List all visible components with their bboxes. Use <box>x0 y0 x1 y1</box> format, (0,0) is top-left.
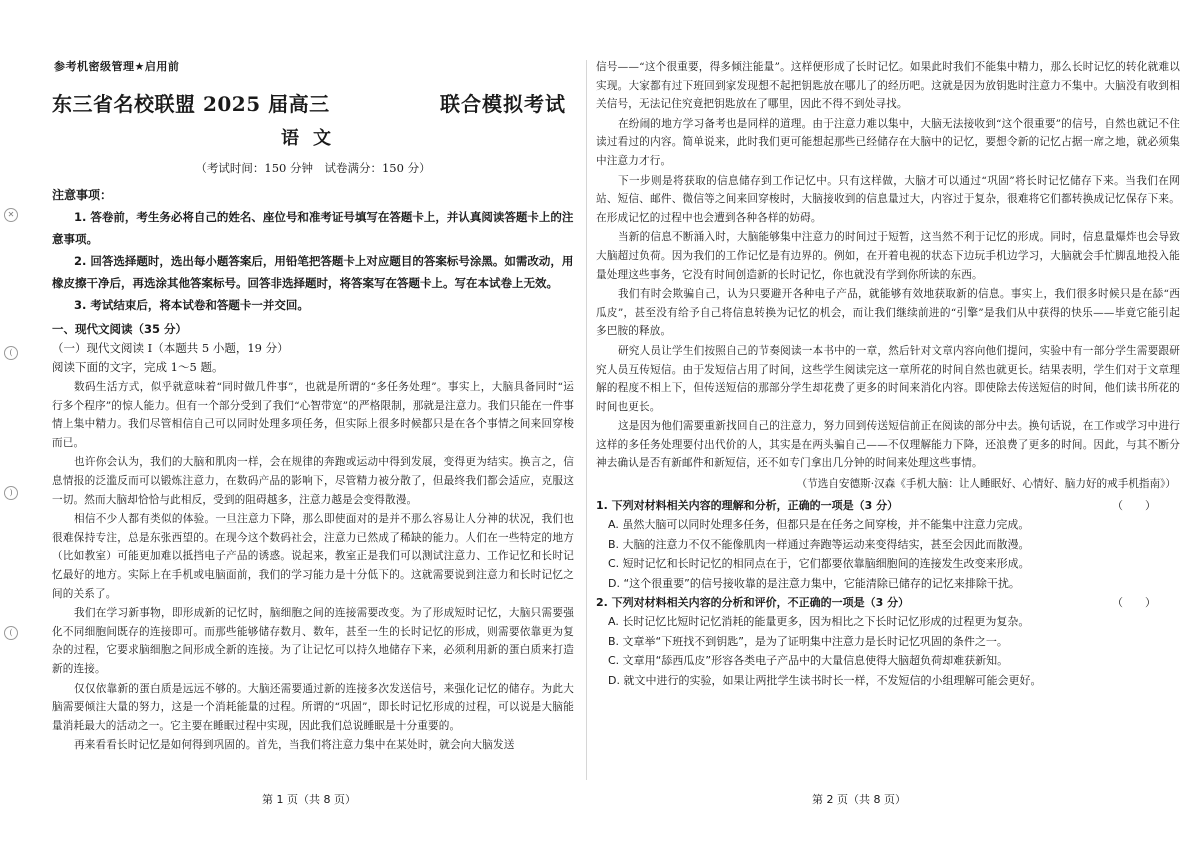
page-number-right: 第 2 页（共 8 页） <box>812 793 906 806</box>
question-option: B. 文章举“下班找不到钥匙”，是为了证明集中注意力是长时记忆巩固的条件之一。 <box>608 634 1008 648</box>
passage-paragraph: 下一步则是将获取的信息储存到工作记忆中。只有这样做，大脑才可以通过“巩固”将长时记忆储存下来。当我们在网站、短信、邮件、微信等之间来回穿梭时，大脑接收到的信息量过大，内容过于复杂，很难将它们都转换成记忆保存下来。在形成记忆的过程中也会遭到各种各样的妨碍。 <box>596 174 1180 224</box>
question-2 <box>596 593 1180 612</box>
question-option: A. 长时记忆比短时记忆消耗的能量更多，因为相比之下长时记忆形成的过程更为复杂。 <box>608 615 1030 629</box>
left-page <box>0 0 588 847</box>
passage-paragraph: 仅仅依靠新的蛋白质是远远不够的。大脑还需要通过新的连接多次发送信号，来强化记忆的储存。为此大脑需要倾注大量的努力，这是一个消耗能量的过程。所谓的“巩固”，即长时记忆形成的过程，可以说是大脑能量消耗最大的活动之一。它主要在睡眠过程中实现，因此我们总说睡眠是十分重要的。 <box>52 682 574 732</box>
right-page <box>588 0 1200 847</box>
question-option: B. 大脑的注意力不仅不能像肌肉一样通过奔跑等运动来变得结实，甚至会因此而散漫。 <box>608 537 1030 551</box>
exam-title-right: 联合模拟考试 <box>440 92 566 116</box>
notice-item: 1. 答卷前，考生务必将自己的姓名、座位号和准考证号填写在答题卡上，并认真阅读答题卡上的注意事项。 <box>52 210 574 246</box>
notice-item: 2. 回答选择题时，选出每小题答案后，用铅笔把答题卡上对应题目的答案标号涂黑。如需改动，用橡皮擦干净后，再选涂其他答案标号。回答非选择题时，将答案写在答题卡上。写在本试卷上无效。 <box>52 254 574 290</box>
passage-paragraph: 相信不少人都有类似的体验。一旦注意力下降，那么即使面对的是并不那么容易让人分神的状况，我们也很难保持专注，总是东张西望的。在现今这个数码社会，注意力已然成了稀缺的能力。人们在一些特定的地方（比如教室）可能更加难以抵挡电子产品的诱惑。说起来，教室正是我们可以测试注意力、工作记忆和长时记忆最好的地方。实际上在手机或电脑面前，我们的学习能力是十分低下的。这就需要说到注意力和长时记忆之间的关系了。 <box>52 513 574 600</box>
passage-paragraph: 再来看看长时记忆是如何得到巩固的。首先，当我们将注意力集中在某处时，就会向大脑发送 <box>74 739 515 752</box>
passage-paragraph: 数码生活方式，似乎就意味着“同时做几件事”，也就是所谓的“多任务处理”。事实上，大脑具备同时“运行多个程序”的惊人能力。但有一个部分受到了我们“心智带宽”的严格限制，那就是注意力。我们只能在一件事情上集中精力。我们尽管相信自己可以同时处理多项任务，但实际上很多时候都只是在各个事情之间来回穿梭而已。 <box>52 381 574 449</box>
binding-hole-mark: ✕ <box>4 208 18 222</box>
question-option: C. 文章用“舔西瓜皮”形容各类电子产品中的大量信息使得大脑超负荷却难获新知。 <box>608 654 1009 668</box>
reading-instruction: 阅读下面的文字，完成 1～5 题。 <box>52 360 224 374</box>
secret-level-label: 参考机密级管理★启用前 <box>54 60 180 73</box>
passage-paragraph: 当新的信息不断涌入时，大脑能够集中注意力的时间过于短暂，这当然不利于记忆的形成。同时，信息量爆炸也会导致大脑超过负荷。因为我们的工作记忆是有边界的。例如，在开着电视的状态下边玩手机边学习，大脑就会手忙脚乱地投入能量处理这些事务，它没有时间创造新的长时记忆，你也就没有学到你所读的东西。 <box>596 231 1180 281</box>
passage-paragraph: 研究人员让学生们按照自己的节奏阅读一本书中的一章，然后针对文章内容向他们提问，实验中有一部分学生需要跟研究人员互传短信。由于发短信占用了时间，这些学生阅读完这一章所花的时间自然也就更长。结果表明，学生们对于文章理解的程度不相上下，但传送短信的那部分学生却花费了更多的时间来消化内容。即使除去传送短信的时间，他们读书所花的时间也更长。 <box>596 344 1180 413</box>
exam-info: （考试时间：150 分钟 试卷满分：150 分） <box>195 161 431 175</box>
notice-heading: 注意事项： <box>52 188 113 202</box>
binding-hole-mark: ) <box>4 486 18 500</box>
passage-paragraph: 在纷闹的地方学习备考也是同样的道理。由于注意力难以集中，大脑无法接收到“这个很重要”的信号，自然也就记不住读过看过的内容。简单说来，此时我们更可能想起那些已经储存在大脑中的记忆，要想令新的记忆占据一席之地，就必须集中注意力才行。 <box>596 117 1180 167</box>
passage-paragraph: 我们在学习新事物，即形成新的记忆时，脑细胞之间的连接需要改变。为了形成短时记忆，大脑只需要强化不同细胞间既存的连接即可。而那些能够储存数月、数年，甚至一生的长时记忆的形成，则需要依靠更为复杂的过程，它要求脑细胞之间形成全新的连接。为了让记忆可以持久地储存下来，必须利用新的蛋白质来打造新的连接。 <box>52 607 574 675</box>
passage-paragraph: 信号——“这个很重要，得多倾注能量”。这样便形成了长时记忆。如果此时我们不能集中精力，那么长时记忆的转化就难以实现。大家都有过下班回到家发现想不起把钥匙放在哪儿了的经历吧。这就是因为放钥匙时注意力不集中。大脑没有收到相关信号，无法记住究竟把钥匙放在了哪里，因此不得不到处寻找。 <box>596 61 1180 111</box>
subsection-heading: （一）现代文阅读 Ⅰ（本题共 5 小题，19 分） <box>52 341 289 355</box>
question-option: D. “这个很重要”的信号接收靠的是注意力集中，它能清除已储存的记忆来排除干扰。 <box>608 576 1020 590</box>
passage-source: （节选自安德斯·汉森《手机大脑：让人睡眠好、心情好、脑力好的戒手机指南》） <box>796 478 1176 491</box>
question-option: D. 就文中进行的实验，如果让两批学生读书时长一样，不发短信的小组理解可能会更好。 <box>608 673 1042 687</box>
question-stem: 1. 下列对材料相关内容的理解和分析，正确的一项是（3 分） <box>596 499 899 513</box>
notice-item: 3. 考试结束后，将本试卷和答题卡一并交回。 <box>74 298 309 312</box>
binding-hole-mark: ( <box>4 346 18 360</box>
question-option: C. 短时记忆和长时记忆的相同点在于，它们都要依靠脑细胞间的连接发生改变来形成。 <box>608 557 1030 571</box>
passage-paragraph: 我们有时会欺骗自己，认为只要避开各种电子产品，就能够有效地获取新的信息。事实上，我们很多时候只是在舔“西瓜皮”，甚至没有给予自己将信息转换为记忆的机会，而让我们继续前进的“引擎”是我们从中获得的快乐——毕竟它能引起多巴胺的释放。 <box>596 288 1180 338</box>
question-1 <box>596 496 1180 515</box>
question-stem: 2. 下列对材料相关内容的分析和评价，不正确的一项是（3 分） <box>596 596 910 610</box>
binding-hole-mark: ( <box>4 626 18 640</box>
question-option: A. 虽然大脑可以同时处理多任务，但都只是在任务之间穿梭，并不能集中注意力完成。 <box>608 518 1030 532</box>
section-heading: 一、现代文阅读（35 分） <box>52 322 188 336</box>
passage-paragraph: 也许你会认为，我们的大脑和肌肉一样，会在规律的奔跑或运动中得到发展，变得更为结实。换言之，信息情报的泛滥反而可以锻炼注意力，在数码产品的影响下，尽管精力被分散了，但最终我们都会适应，克服这一切。然而大脑却恰恰与此相反，受到的阻碍越多，注意力越是会变得散漫。 <box>52 456 574 506</box>
passage-paragraph: 这是因为他们需要重新找回自己的注意力，努力回到传送短信前正在阅读的部分中去。换句话说，在工作或学习中进行这样的多任务处理要付出代价的人，其实是在两头骗自己——不仅理解能力下降，还浪费了更多的时间。因此，与其不断分神去确认是否有新邮件和新短信，还不如专门拿出几分钟的时间来处理这些事情。 <box>596 420 1180 470</box>
exam-title <box>52 88 574 118</box>
subject-title: 语文 <box>281 128 345 149</box>
exam-title-left: 东三省名校联盟 2025 届高三 <box>52 92 330 116</box>
answer-parentheses: （ ） <box>1112 499 1156 513</box>
page-number-left: 第 1 页（共 8 页） <box>262 793 356 806</box>
answer-parentheses: （ ） <box>1112 596 1156 610</box>
